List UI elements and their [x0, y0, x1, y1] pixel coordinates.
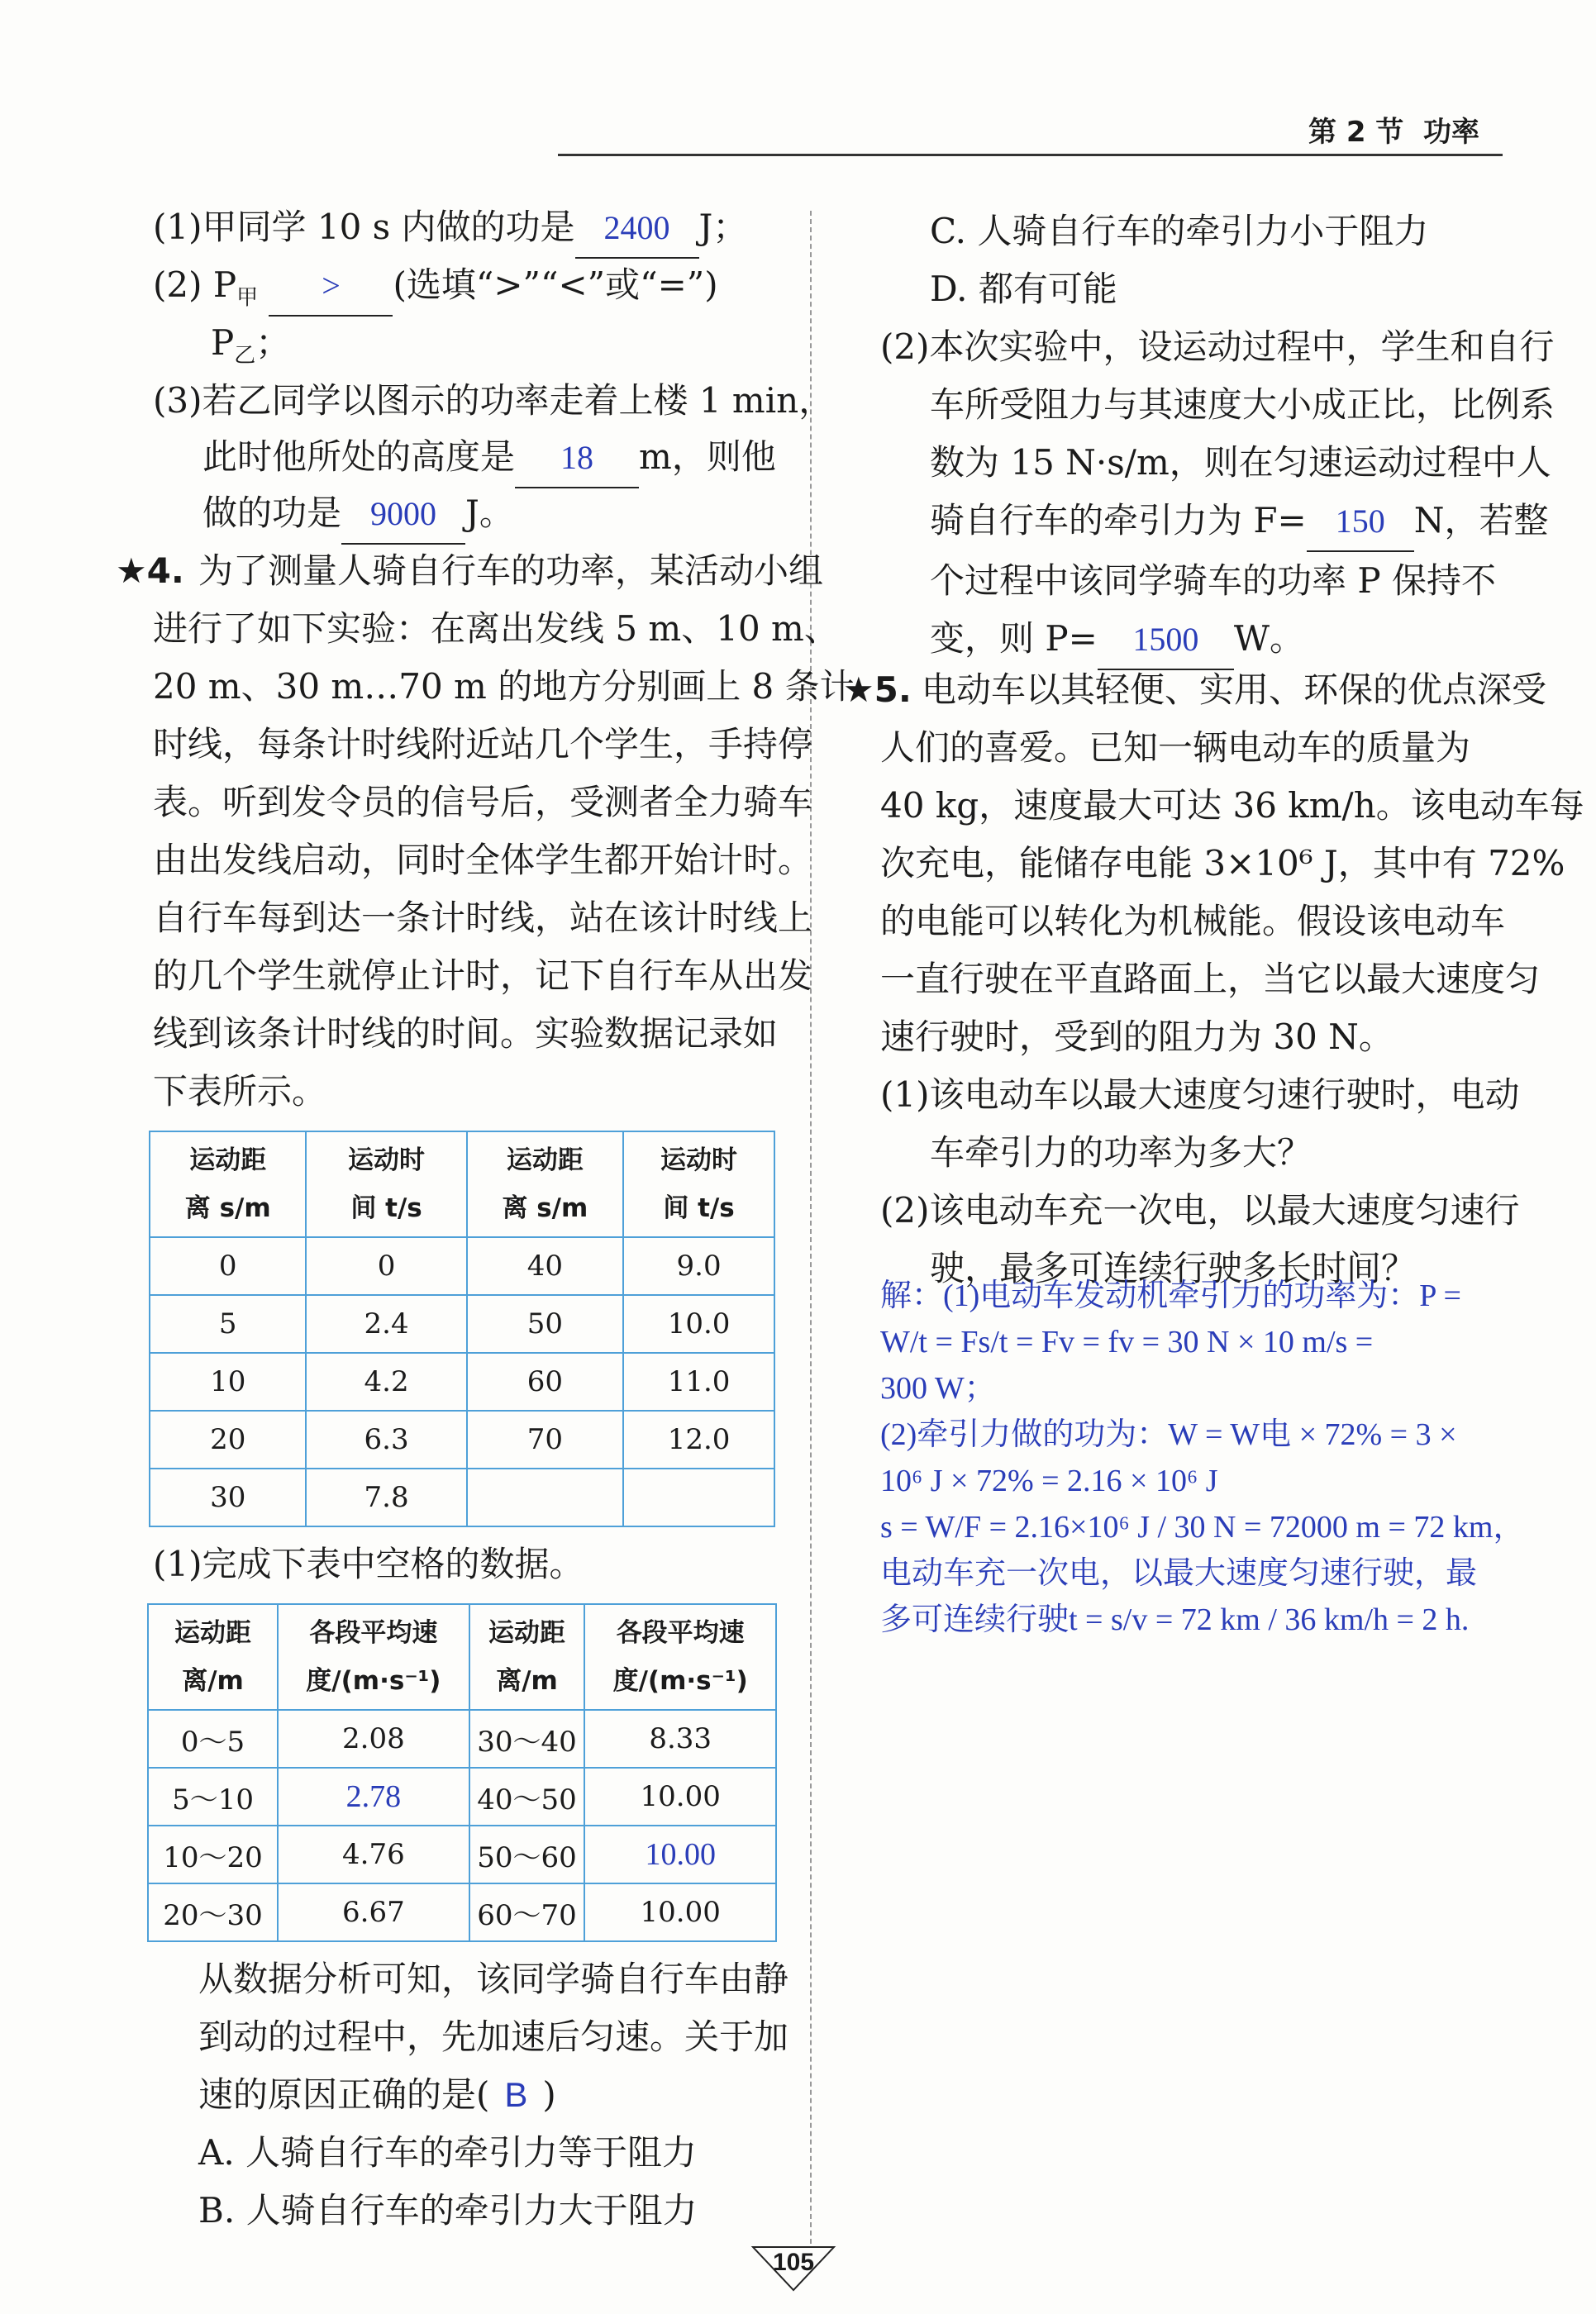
data-table-2: 运动距 离/m 各段平均速 度/(m·s⁻¹) 运动距 离/m 各段平均速 度/(m·s⁻¹) 0～5 2.08 30～40 8.33 5～10 2.78 40～50 10.00 10～20 4.76 50～60 10.00 20～30 6.67 60～70 10.00 [147, 1603, 777, 1942]
option-d: D. 都有可能 [930, 269, 1117, 309]
q3-part2-cont: $P_乙$； [211, 322, 291, 369]
option-b: B. 人骑自行车的牵引力大于阻力 [198, 2190, 698, 2231]
option-a: A. 人骑自行车的牵引力等于阻力 [198, 2132, 698, 2173]
table-row: 20 6.3 70 12.0 [150, 1411, 774, 1469]
q5-part1: (1)该电动车以最大速度匀速行驶时，电动 [880, 1074, 1520, 1115]
options-cd [930, 202, 1428, 318]
q3-part2: (2) $P_甲$ > (选填“>”“<”或“=”) [153, 256, 718, 326]
answer-blank[interactable]: 1500 [1098, 611, 1234, 670]
q4-number: ★4. [116, 550, 184, 591]
solution-block: 解：(1)电动车发动机牵引力的功率为：P = W/t = Fs/t = Fv = fv = 30 N × 10 m/s = 300 W； (2)牵引力做的功为：W = W电 × 72% = 3 × 10⁶ J × 72% = 2.16 × 10⁶ J s = W/F = 2.16×10⁶ J / 30 N = 72000 m = 72 km， 电动车充一次电，以最大速度匀速行驶，最 多可连续行驶t = s/v = 72 km / 36 km/h = 2 h. [880, 1278, 1525, 1637]
q4-stem: 为了测量人骑自行车的功率，某活动小组 进行了如下实验：在离出发线 5 m、10 m、 20 m、30 m…70 m 的地方分别画上 8 条计 时线，每条计时线附近站几个学生，手持停 表。听到发令员的信号后，受测者全力骑车 由出发线启动，同时全体学生都开始计时。 自行车每到达一条计时线，站在该计时线上 的几个学生就停止计时，记下自行车从出发 线到该条计时线的时间。实验数据记录如 下表所示。 [153, 550, 855, 1112]
answer-blank[interactable]: 9000 [341, 485, 465, 545]
table-row: 10 4.2 60 11.0 [150, 1353, 774, 1411]
column-divider [810, 211, 812, 2244]
q5-stem: 电动车以其轻便、实用、环保的优点深受 人们的喜爱。已知一辆电动车的质量为 40 kg，速度最大可达 36 km/h。该电动车每 次充电，能储存电能 3×10⁶ J，其中有 72% 的电能可以转化为机械能。假设该电动车 一直行驶在平直路面上，当它以最大速度匀 速行驶时，受到的阻力为 30 N。 (1)该电动车以最大速度匀速行驶时，电动 车牵引力的功率为多大？ (2)该电动车充一次电，以最大速度匀速行 驶，最多可连续行驶多长时间？ [880, 669, 1584, 1288]
answer-blank[interactable]: > [269, 257, 393, 317]
answer-blank[interactable]: 18 [515, 429, 639, 488]
data-table-1: 运动距 离 s/m 运动时 间 t/s 运动距 离 s/m 运动时 间 t/s 0 0 40 9.0 5 2.4 50 10.0 10 4.2 60 11.0 20 6.3 70 12.0 30 7.8 [149, 1131, 775, 1527]
q3-part3-line3: 做的功是 9000 J。 [202, 484, 514, 545]
analysis-text: 从数据分析可知，该同学骑自行车由静 到动的过程中，先加速后匀速。关于加 速的原因正确的是( B ) A. 人骑自行车的牵引力等于阻力 B. 人骑自行车的牵引力大于阻力 [198, 1950, 788, 2240]
answer-blank[interactable]: 2400 [575, 199, 699, 259]
header-rule [558, 154, 1503, 156]
answer-cell[interactable]: 10.00 [584, 1826, 776, 1883]
q3-part1: (1)甲同学 10 s 内做的功是 2400 J； [153, 198, 747, 259]
section-title: 功率 [1423, 116, 1479, 149]
option-c: C. 人骑自行车的牵引力小于阻力 [930, 211, 1429, 251]
table-row: 20～30 6.67 60～70 10.00 [148, 1883, 776, 1941]
section-label: 第 2 节 [1308, 116, 1404, 149]
answer-choice[interactable]: B [504, 2075, 528, 2114]
q4-part1: (1)完成下表中空格的数据。 [153, 1544, 584, 1584]
table-row: 0～5 2.08 30～40 8.33 [148, 1710, 776, 1768]
q3-part3-line2: 此时他所处的高度是 18 m，则他 [202, 428, 776, 488]
table-row: 5 2.4 50 10.0 [150, 1295, 774, 1353]
page-number-badge [748, 2244, 839, 2293]
q5-number: ★5. [843, 669, 912, 710]
q4-part2: (2)本次实验中，设运动过程中，学生和自行 车所受阻力与其速度大小成正比，比例系 数为 15 N·s/m，则在匀速运动过程中人 骑自行车的牵引力为 F= 150 N，若整 个过程中该同学骑车的功率 P 保持不 变，则 P= 1500 W。 [880, 318, 1555, 670]
table-row: 0 0 40 9.0 [150, 1237, 774, 1295]
table-row: 10～20 4.76 50～60 10.00 [148, 1826, 776, 1883]
page-number: 105 [772, 2249, 815, 2276]
answer-cell[interactable]: 2.78 [278, 1768, 469, 1826]
table-row: 30 7.8 [150, 1469, 774, 1526]
table-row: 5～10 2.78 40～50 10.00 [148, 1768, 776, 1826]
q5-part2: (2)该电动车充一次电，以最大速度匀速行 [880, 1190, 1520, 1231]
answer-blank[interactable]: 150 [1307, 493, 1414, 552]
q3-part3-line1: (3)若乙同学以图示的功率走着上楼 1 min， [153, 380, 834, 421]
